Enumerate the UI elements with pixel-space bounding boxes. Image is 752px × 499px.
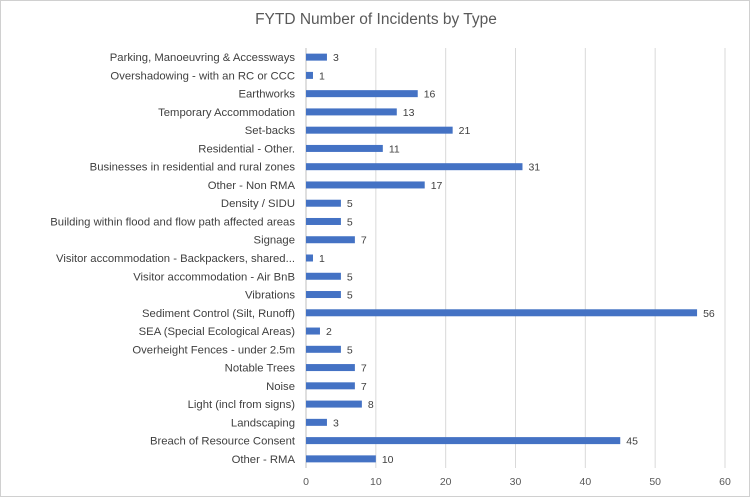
category-label: Other - RMA — [231, 453, 295, 466]
category-label: Overshadowing - with an RC or CCC — [110, 70, 295, 83]
data-label: 21 — [458, 125, 471, 138]
bar — [306, 346, 341, 353]
category-label: Landscaping — [230, 417, 295, 430]
data-label: 16 — [423, 88, 436, 101]
data-label: 8 — [367, 399, 374, 412]
x-tick-label: 20 — [439, 476, 452, 488]
bar — [306, 163, 522, 170]
data-label: 1 — [318, 253, 325, 265]
bar — [306, 145, 383, 152]
category-label: Light (incl from signs) — [187, 399, 295, 412]
category-label: Density / SIDU — [220, 198, 295, 211]
x-tick-label: 0 — [303, 476, 309, 488]
x-tick-label: 30 — [509, 476, 522, 488]
category-label: Vibrations — [244, 289, 295, 302]
category-label: Other - Non RMA — [207, 179, 295, 192]
data-label: 7 — [360, 380, 367, 393]
bar — [306, 90, 418, 97]
x-tick-label: 10 — [369, 476, 382, 488]
category-label: Residential - Other. — [198, 143, 295, 156]
data-label: 5 — [346, 198, 353, 211]
data-label: 10 — [381, 453, 394, 466]
bar — [306, 255, 313, 262]
category-label: Signage — [253, 234, 295, 247]
bar — [306, 328, 320, 335]
bar — [306, 364, 355, 371]
category-label: Breach of Resource Consent — [149, 435, 295, 448]
data-label: 7 — [360, 234, 367, 247]
data-label: 13 — [402, 106, 415, 119]
category-label: Sediment Control (Silt, Runoff) — [142, 307, 295, 320]
data-label: 45 — [626, 435, 638, 448]
category-label: Temporary Accommodation — [158, 106, 295, 119]
bar — [306, 382, 355, 389]
category-label: Earthworks — [238, 88, 295, 101]
bar — [306, 200, 341, 207]
category-label: Building within flood and flow path affected areas — [50, 216, 295, 229]
x-tick-label: 60 — [719, 476, 731, 488]
bar — [306, 419, 327, 426]
data-label: 5 — [346, 289, 353, 302]
bar — [306, 401, 362, 408]
bar — [306, 108, 397, 115]
bar — [306, 72, 313, 79]
data-label: 2 — [325, 326, 332, 339]
data-label: 31 — [528, 161, 541, 174]
x-tick-label: 40 — [579, 476, 592, 488]
bar — [306, 437, 620, 444]
category-label: SEA (Special Ecological Areas) — [138, 326, 295, 339]
category-label: Noise — [266, 380, 295, 393]
bar — [306, 273, 341, 280]
category-label: Businesses in residential and rural zones — [89, 161, 295, 174]
category-label: Visitor accommodation - Air BnB — [133, 271, 295, 284]
bar — [306, 218, 341, 225]
chart-title: FYTD Number of Incidents by Type — [255, 11, 497, 28]
category-label: Set-backs — [244, 125, 295, 138]
data-label: 3 — [332, 52, 339, 65]
bar — [306, 455, 376, 462]
data-label: 5 — [346, 344, 353, 357]
bar — [306, 54, 327, 61]
category-label: Notable Trees — [224, 362, 295, 375]
category-label: Parking, Manoeuvring & Accessways — [109, 52, 295, 65]
data-label: 1 — [318, 70, 325, 83]
bar — [306, 127, 453, 134]
data-label: 5 — [346, 216, 353, 229]
bar — [306, 291, 341, 298]
data-label: 5 — [346, 271, 353, 284]
category-label: Overheight Fences - under 2.5m — [132, 344, 295, 357]
category-label: Visitor accommodation - Backpackers, shared... — [55, 253, 295, 265]
x-tick-label: 50 — [649, 476, 662, 488]
data-label: 7 — [360, 362, 367, 375]
data-label: 17 — [430, 179, 443, 192]
bar — [306, 236, 355, 243]
data-label: 3 — [332, 417, 339, 430]
data-label: 56 — [703, 307, 715, 320]
data-label: 11 — [388, 143, 400, 156]
bar — [306, 181, 425, 188]
bar — [306, 309, 697, 316]
